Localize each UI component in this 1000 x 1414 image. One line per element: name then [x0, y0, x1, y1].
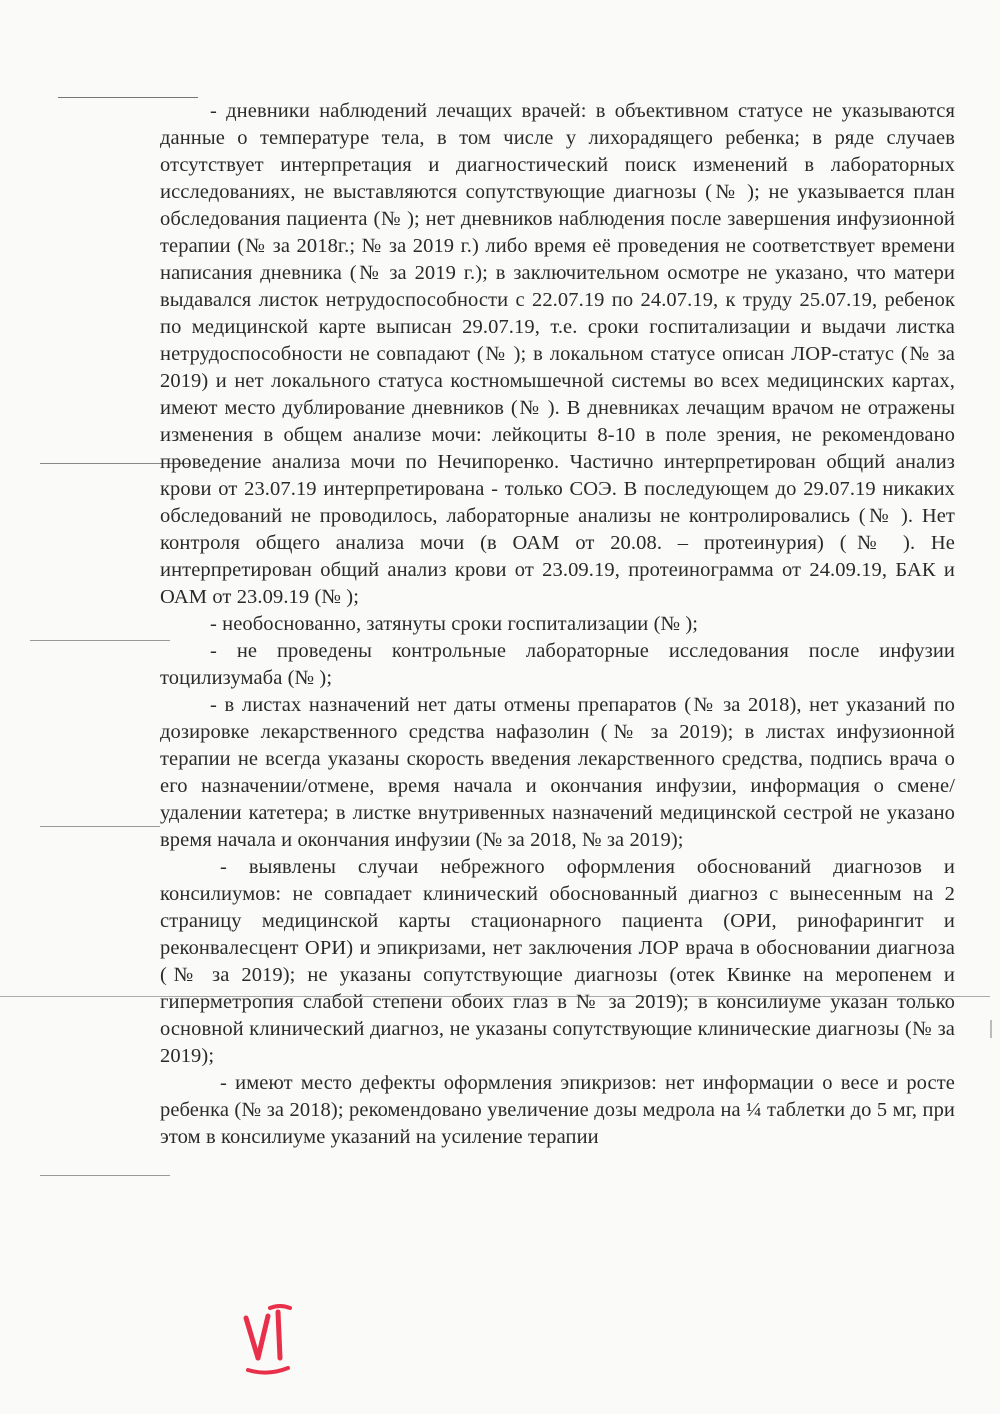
paragraph-hospitalization: - необоснованно, затянуты сроки госпитализации (№ ); — [210, 613, 699, 635]
handwritten-page-mark — [240, 1300, 300, 1380]
paragraph-diaries: - дневники наблюдений лечащих врачей: в объективном статусе не указываются данные о температуре тела, в том числе у лихорадящего ребенка; в ряде случаев отсутствует интерпретация и диагностический поиск изменений в лабораторных исследованиях, не выставляются сопутствующие диагнозы (№ ); не указывается план обследования пациента (№ ); нет дневников наблюдения после завершения инфузионной терапии (№ за 2018г.; № за 2019 г.) либо время её проведения не соответствует времени написания дневника (№ за 2019 г.); в заключительном осмотре не указано, что матери выдавался листок нетрудоспособности с 22.07.19 по 24.07.19, к труду 25.07.19, ребенок по медицинской карте выписан 29.07.19, т.е. сроки госпитализации и выдачи листка нетрудоспособности не совпадают (№ ); в локальном статусе описан ЛОР-статус (№ за 2019) и нет локального статуса костномышечной системы во всех медицинских картах, имеют место дублирование дневников (№ ). В дневниках лечащим врачом не отражены изменения в общем анализе мочи: лейкоциты 8-10 в поле зрения, не рекомендовано проведение анализа мочи по Нечипоренко. Частично интерпретирован общий анализ крови от 23.07.19 интерпретирована - только СОЭ. В последующем до 29.07.19 никаких обследований не проводилось, лабораторные анализы не контролировались (№ ). Нет контроля общего анализа мочи (в ОАМ от 20.08. – протеинурия) (№ ). Не интерпретирован общий анализ крови от 23.09.19, протеинограмма от 24.09.19, БАК и ОАМ от 23.09.19 (№ ); — [160, 100, 955, 608]
paragraph-prescriptions: - в листах назначений нет даты отмены препаратов (№ за 2018), нет указаний по дозировке лекарственного средства нафазолин (№ за 2019); в листах инфузионной терапии не всегда указаны скорость введения лекарственного средства, подпись врача о его назначении/отмене, время начала и окончания инфузии, информация о смене/удалении катетера; в листке внутривенных назначений медицинской сестрой не указано время начала и окончания инфузии (№ за 2018, № за 2019); — [160, 694, 955, 851]
scan-line — [30, 640, 170, 641]
document-body — [160, 98, 955, 1151]
scan-mark — [990, 1020, 992, 1038]
scan-line — [40, 1175, 170, 1176]
paragraph-lab-control: - не проведены контрольные лабораторные исследования после инфузии тоцилизумаба (№ ); — [160, 640, 955, 689]
paragraph-epicrisis: - имеют место дефекты оформления эпикризов: нет информации о весе и росте ребенка (№ за 2018); рекомендовано увеличение дозы медрола на ¼ таблетки до 5 мг, при этом в консилиуме указаний на усиление терапии — [160, 1072, 955, 1148]
paragraph-diagnoses: - выявлены случаи небрежного оформления обоснований диагнозов и консилиумов: не совпадает клинический обоснованный диагноз с вынесенным на 2 страницу медицинской карты стационарного пациента (ОРИ, ринофарингит и реконвалесцент ОРИ) и эпикризами, нет заключения ЛОР врача в обосновании диагноза (№ за 2019); не указаны сопутствующие диагнозы (отек Квинке на меропенем и гиперметропия слабой степени обоих глаз в № за 2019); в консилиуме указан только основной клинический диагноз, не указаны сопутствующие клинические диагнозы (№ за 2019); — [160, 856, 955, 1067]
scan-line — [40, 826, 160, 827]
